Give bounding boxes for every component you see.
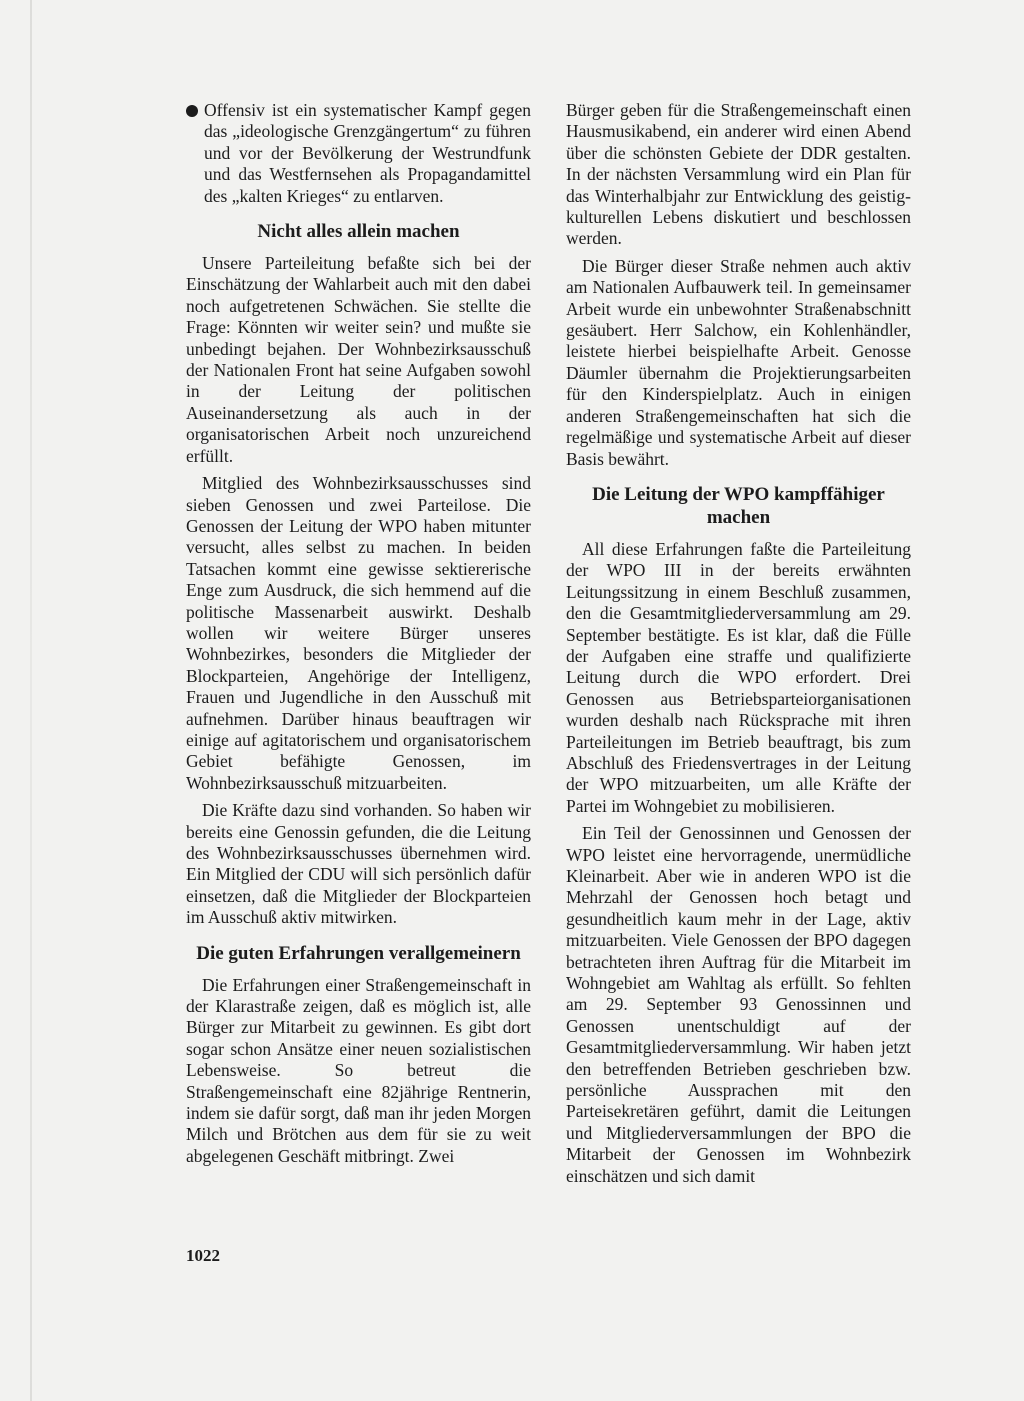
heading-leitung-kampffaehiger: Die Leitung der WPO kampffähiger machen — [592, 483, 885, 528]
paragraph: Bürger geben für die Straßengemeinschaft einen Hausmusikabend, ein anderer wird einen Abend über die schönsten Gebiete der DDR gestalten. In der nächsten Versammlung wird ein Plan für das Winterhalbjahr zur Entwicklung des geistig-kulturellen Lebens diskutiert und beschlossen werden. — [566, 100, 911, 249]
bullet-dot-icon — [186, 105, 198, 117]
right-column — [566, 100, 911, 1187]
bullet-paragraph — [186, 100, 531, 207]
paragraph: All diese Erfahrungen faßte die Parteileitung der WPO III in der bereits erwähnten Leitungssitzung in einem Beschluß zusammen, den die Gesamtmitgliederversammlung am 29. September bestätigte. Es ist klar, daß die Fülle der Aufgaben eine straffe und qualifizierte Leitung durch die WPO erfordert. Drei Genossen aus Betriebsparteiorganisationen wurden deshalb nach Rücksprache mit ihren Parteileitungen im Betrieb beauftragt, bis zum Abschluß des Friedensvertrages in der Leitung der WPO mitzuarbeiten, um alle Kräfte der Partei im Wohngebiet zu mobilisieren. — [566, 538, 911, 816]
paragraph: Die Erfahrungen einer Straßengemeinschaft in der Klarastraße zeigen, daß es möglich ist, alle Bürger zur Mitarbeit zu gewinnen. Es gibt dort sogar schon Ansätze einer neuen sozialistischen Lebensweise. So betreut die Straßengemeinschaft eine 82jährige Rentnerin, indem sie dafür sorgt, daß man ihr jeden Morgen Milch und Brötchen aus dem für sie zu weit abgelegenen Geschäft mitbringt. Zwei — [186, 974, 531, 1166]
heading-nicht-alles-allein: Nicht alles allein machen — [257, 221, 460, 243]
scan-edge — [30, 0, 32, 1401]
bullet-text: Offensiv ist ein systematischer Kampf gegen das „ideologische Grenzgängertum“ zu führen und vor der Bevölkerung der Westrundfunk und das Westfernsehen als Propagandamittel des „kalten Krieges“ zu entlarven. — [204, 100, 531, 206]
paragraph: Die Kräfte dazu sind vorhanden. So haben wir bereits eine Genossin gefunden, die die Leitung des Wohnbezirksausschusses übernehmen wird. Ein Mitglied der CDU will sich persönlich dafür einsetzen, daß die Mitglieder der Blockparteien im Ausschuß aktiv mitwirken. — [186, 800, 531, 928]
paragraph: Ein Teil der Genossinnen und Genossen der WPO leistet eine hervorragende, unermüdliche Kleinarbeit. Aber wie in anderen WPO ist die Mehrzahl der Genossen hoch betagt und gesundheitlich kaum mehr in der Lage, aktiv mitzuarbeiten. Viele Genossen der BPO dagegen betrachteten ihren Auftrag für die Mitarbeit im Wohngebiet am Wahltag als erfüllt. So fehlten am 29. September 93 Genossinnen und Genossen unentschuldigt auf der Gesamtmitgliederversammlung. Wir haben jetzt den betreffenden Betrieben geschrieben bzw. persönliche Aussprachen mit den Parteisekretären geführt, damit die Leitungen und Mitgliederversammlungen der BPO die Mitarbeit der Genossen im Wohnbezirk einschätzen und sich damit — [566, 823, 911, 1186]
paragraph: Unsere Parteileitung befaßte sich bei der Einschätzung der Wahlarbeit auch mit den dabei noch aufgetretenen Schwächen. Sie stellte die Frage: Könnten wir weiter sein? und mußte sie unbedingt bejahen. Der Wohnbezirksausschuß der Nationalen Front hat seine Aufgaben sowohl in der Leitung der politischen Auseinandersetzung als auch in der organisatorischen Arbeit noch unzureichend erfüllt. — [186, 253, 531, 466]
left-column — [186, 100, 531, 1167]
paragraph: Die Bürger dieser Straße nehmen auch aktiv am Nationalen Aufbauwerk teil. In gemeinsamer Arbeit wurde ein unbewohnter Straßenabschnitt gesäubert. Herr Salchow, ein Kohlenhändler, leistete hierbei beispielhafte Arbeit. Genosse Däumler übernahm die Projektierungsarbeiten für den Kinderspielplatz. Auch in einigen anderen Straßengemeinschaften hat sich die regelmäßige und systematische Arbeit auf dieser Basis bewährt. — [566, 255, 911, 469]
page-number: 1022 — [186, 1246, 220, 1265]
paragraph: Mitglied des Wohnbezirksausschusses sind sieben Genossen und zwei Parteilose. Die Genossen der Leitung der WPO haben mitunter versucht, alles selbst zu machen. In beiden Tatsachen kommt eine gewisse sektiererische Enge zum Ausdruck, die sich hemmend auf die politische Massenarbeit auswirkt. Deshalb wollen wir weitere Bürger unseres Wohnbezirkes, besonders die Mitglieder der Blockparteien, Angehörige der Intelligenz, Frauen und Jugendliche in den Ausschuß mit aufnehmen. Darüber hinaus beauftragen wir einige auf agitatorischem und organisatorischem Gebiet befähigte Genossen, im Wohnbezirksausschuß mitzuarbeiten. — [186, 473, 531, 793]
heading-erfahrungen-verallgemeinern: Die guten Erfahrungen verallgemeinern — [196, 942, 521, 964]
